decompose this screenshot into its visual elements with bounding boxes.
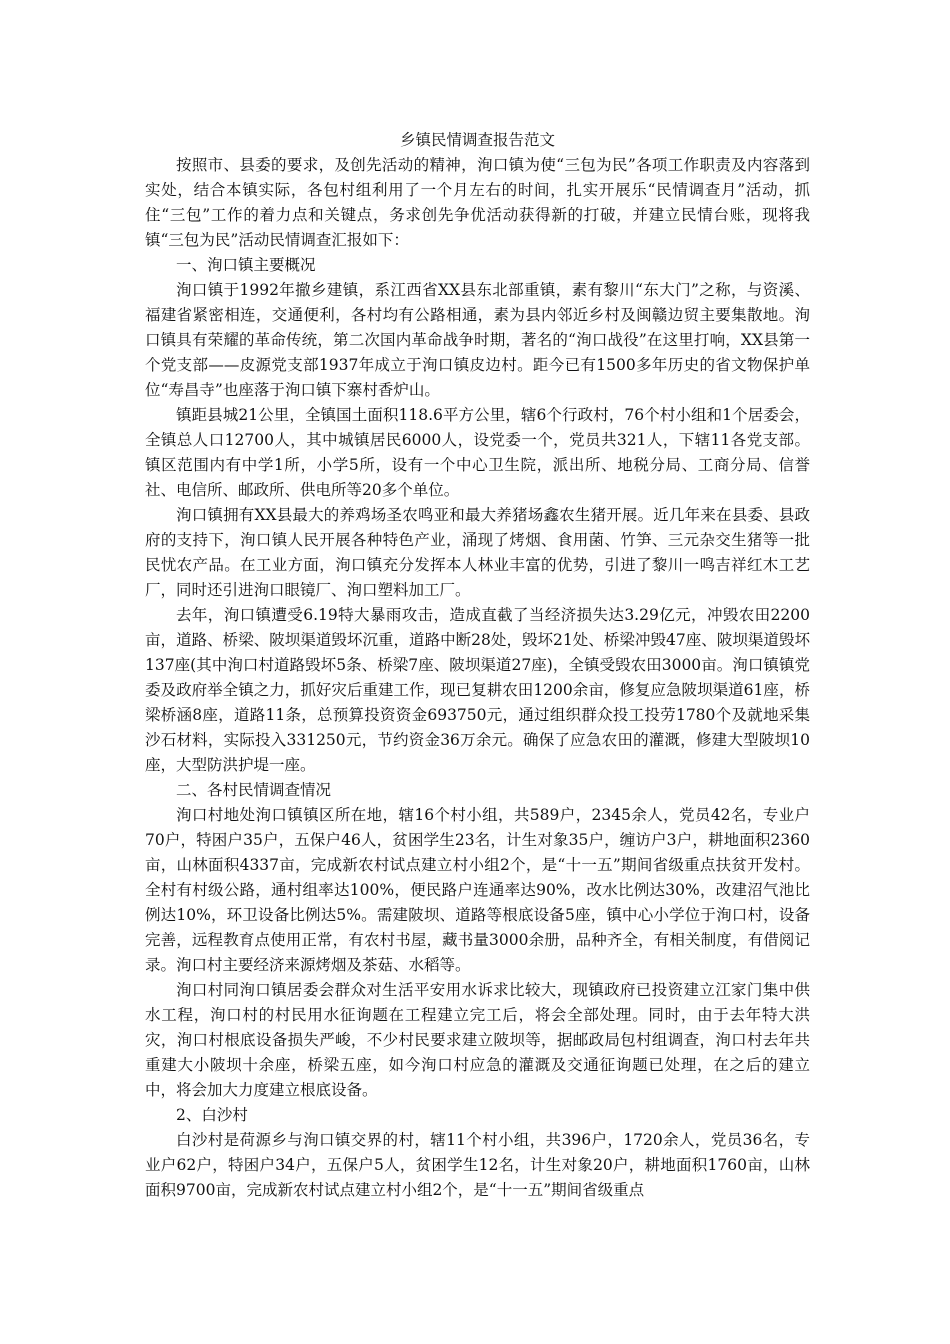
paragraph: 白沙村是荷源乡与洵口镇交界的村，辖11个村小组，共396户，1720余人，党员36名，专业户62户，特困户34户，五保户5人，贫困学生12名，计生对象20户，耕地面积1760亩，山林面积9700亩，完成新农村试点建立村小组2个，是“十一五”期间省级重点 [145, 1131, 810, 1199]
section-heading-2: 二、各村民情调查情况 [176, 781, 332, 799]
paragraph: 洵口镇于1992年撤乡建镇，系江西省XX县东北部重镇，素有黎川“东大门”之称，与资溪、福建省紧密相连，交通便利，各村均有公路相通，素为县内邻近乡村及闽赣边贸主要集散地。洵口镇具有荣耀的革命传统，第二次国内革命战争时期，著名的“洵口战役”在这里打响，XX县第一个党支部——皮源党支部1937年成立于洵口镇皮边村。距今已有1500多年历史的省文物保护单位“寿昌寺”也座落于洵口镇下寨村香炉山。 [145, 281, 810, 399]
paragraph: 去年，洵口镇遭受6.19特大暴雨攻击，造成直截了当经济损失达3.29亿元，冲毁农田2200亩，道路、桥梁、陂坝渠道毁坏沉重，道路中断28处，毁坏21处、桥梁冲毁47座、陂坝渠道毁坏137座(其中洵口村道路毁坏5条、桥梁7座、陂坝渠道27座)，全镇受毁农田3000亩。洵口镇镇党委及政府举全镇之力，抓好灾后重建工作，现已复耕农田1200余亩，修复应急陂坝渠道61座，桥梁桥涵8座，道路11条，总预算投资资金693750元，通过组织群众投工投劳1780个及就地采集沙石材料，实际投入331250元，节约资金36万余元。确保了应急农田的灌溉，修建大型陂坝10座，大型防洪护堤一座。 [145, 606, 810, 774]
document-title: 乡镇民情调查报告范文 [399, 131, 555, 149]
subsection-heading: 2、白沙村 [176, 1106, 248, 1124]
document-body [145, 128, 810, 1203]
section-heading-1: 一、洵口镇主要概况 [176, 256, 316, 274]
paragraph: 镇距县城21公里，全镇国土面积118.6平方公里，辖6个行政村，76个村小组和1个居委会，全镇总人口12700人，其中城镇居民6000人，设党委一个，党员共321人，下辖11各党支部。镇区范围内有中学1所，小学5所，设有一个中心卫生院，派出所、地税分局、工商分局、信誉社、电信所、邮政所、供电所等20多个单位。 [145, 406, 810, 499]
paragraph: 洵口村同洵口镇居委会群众对生活平安用水诉求比较大，现镇政府已投资建立江家门集中供水工程，洵口村的村民用水征询题在工程建立完工后，将会全部处理。同时，由于去年特大洪灾，洵口村根底设备损失严峻，不少村民要求建立陂坝等，据邮政局包村组调查，洵口村去年共重建大小陂坝十余座，桥梁五座，如今洵口村应急的灌溉及交通征询题已处理，在之后的建立中，将会加大力度建立根底设备。 [145, 981, 810, 1099]
paragraph: 洵口镇拥有XX县最大的养鸡场圣农鸣亚和最大养猪场鑫农生猪开展。近几年来在县委、县政府的支持下，洵口镇人民开展各种特色产业，涌现了烤烟、食用菌、竹笋、三元杂交生猪等一批民忧农产品。在工业方面，洵口镇充分发挥本人林业丰富的优势，引进了黎川一鸣吉祥红木工艺厂，同时还引进洵口眼镜厂、洵口塑料加工厂。 [145, 506, 810, 599]
intro-paragraph: 按照市、县委的要求，及创先活动的精神，洵口镇为使“三包为民”各项工作职责及内容落到实处，结合本镇实际，各包村组利用了一个月左右的时间，扎实开展乐“民情调查月”活动，抓住“三包”工作的着力点和关键点，务求创先争优活动获得新的打破，并建立民情台账，现将我镇“三包为民”活动民情调查汇报如下： [145, 156, 810, 249]
paragraph: 洵口村地处洵口镇镇区所在地，辖16个村小组，共589户，2345余人，党员42名，专业户70户，特困户35户，五保户46人，贫困学生23名，计生对象35户，缠访户3户，耕地面积2360亩，山林面积4337亩，完成新农村试点建立村小组2个，是“十一五”期间省级重点扶贫开发村。全村有村级公路，通村组率达100%，便民路户连通率达90%，改水比例达30%，改建沼气池比例达10%，环卫设备比例达5%。需建陂坝、道路等根底设备5座，镇中心小学位于洵口村，设备完善，远程教育点使用正常，有农村书屋，藏书量3000余册，品种齐全，有相关制度，有借阅记录。洵口村主要经济来源烤烟及茶菇、水稻等。 [145, 806, 810, 974]
